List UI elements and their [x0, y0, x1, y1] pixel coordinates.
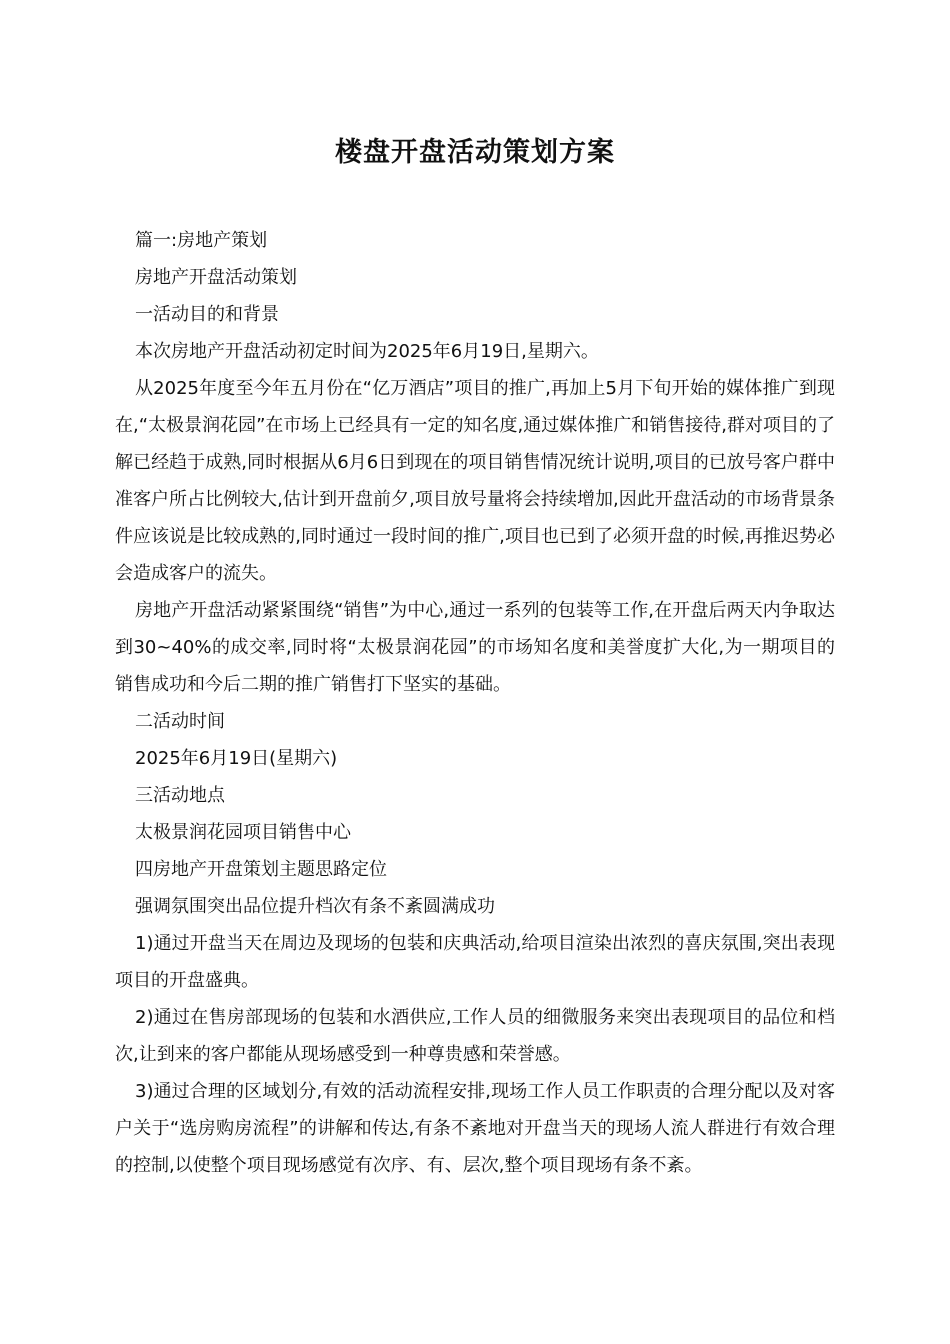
- paragraph-heading-location: 三活动地点: [135, 785, 225, 806]
- document-title: 楼盘开盘活动策划方案: [335, 137, 615, 168]
- paragraph-heading-theme: 四房地产开盘策划主题思路定位: [135, 859, 387, 880]
- paragraph-point-2: 2)通过在售房部现场的包装和水酒供应,工作人员的细微服务来突出表现项目的品位和档次,让到来的客户都能从现场感受到一种尊贵感和荣誉感。: [115, 1007, 835, 1065]
- paragraph-point-3: 3)通过合理的区域划分,有效的活动流程安排,现场工作人员工作职责的合理分配以及对客户关于“选房购房流程”的讲解和传达,有条不紊地对开盘当天的现场人流人群进行有效合理的控制,以使整个项目现场感觉有次序、有、层次,整个项目现场有条不紊。: [115, 1081, 835, 1176]
- paragraph-heading-time: 二活动时间: [135, 711, 225, 732]
- paragraph-subtitle: 房地产开盘活动策划: [135, 267, 297, 288]
- paragraph-time-value: 2025年6月19日(星期六): [135, 748, 338, 769]
- paragraph-heading-purpose: 一活动目的和背景: [135, 304, 279, 325]
- document-body: [115, 222, 835, 1184]
- paragraph-location-value: 太极景润花园项目销售中心: [135, 822, 351, 843]
- paragraph-point-1: 1)通过开盘当天在周边及现场的包装和庆典活动,给项目渲染出浓烈的喜庆氛围,突出表现项目的开盘盛典。: [115, 933, 835, 991]
- paragraph-goal: 房地产开盘活动紧紧围绕“销售”为中心,通过一系列的包装等工作,在开盘后两天内争取达到30~40%的成交率,同时将“太极景润花园”的市场知名度和美誉度扩大化,为一期项目的销售成功和今后二期的推广销售打下坚实的基础。: [115, 600, 835, 695]
- paragraph-section-heading: 篇一:房地产策划: [135, 230, 268, 251]
- paragraph-background: 从2025年度至今年五月份在“亿万酒店”项目的推广,再加上5月下旬开始的媒体推广到现在,“太极景润花园”在市场上已经具有一定的知名度,通过媒体推广和销售接待,群对项目的了解已经趋于成熟,同时根据从6月6日到现在的项目销售情况统计说明,项目的已放号客户群中准客户所占比例较大,估计到开盘前夕,项目放号量将会持续增加,因此开盘活动的市场背景条件应该说是比较成熟的,同时通过一段时间的推广,项目也已到了必须开盘的时候,再推迟势必会造成客户的流失。: [115, 378, 835, 584]
- paragraph-theme-summary: 强调氛围突出品位提升档次有条不紊圆满成功: [135, 896, 495, 917]
- paragraph-activity-date: 本次房地产开盘活动初定时间为2025年6月19日,星期六。: [135, 341, 599, 362]
